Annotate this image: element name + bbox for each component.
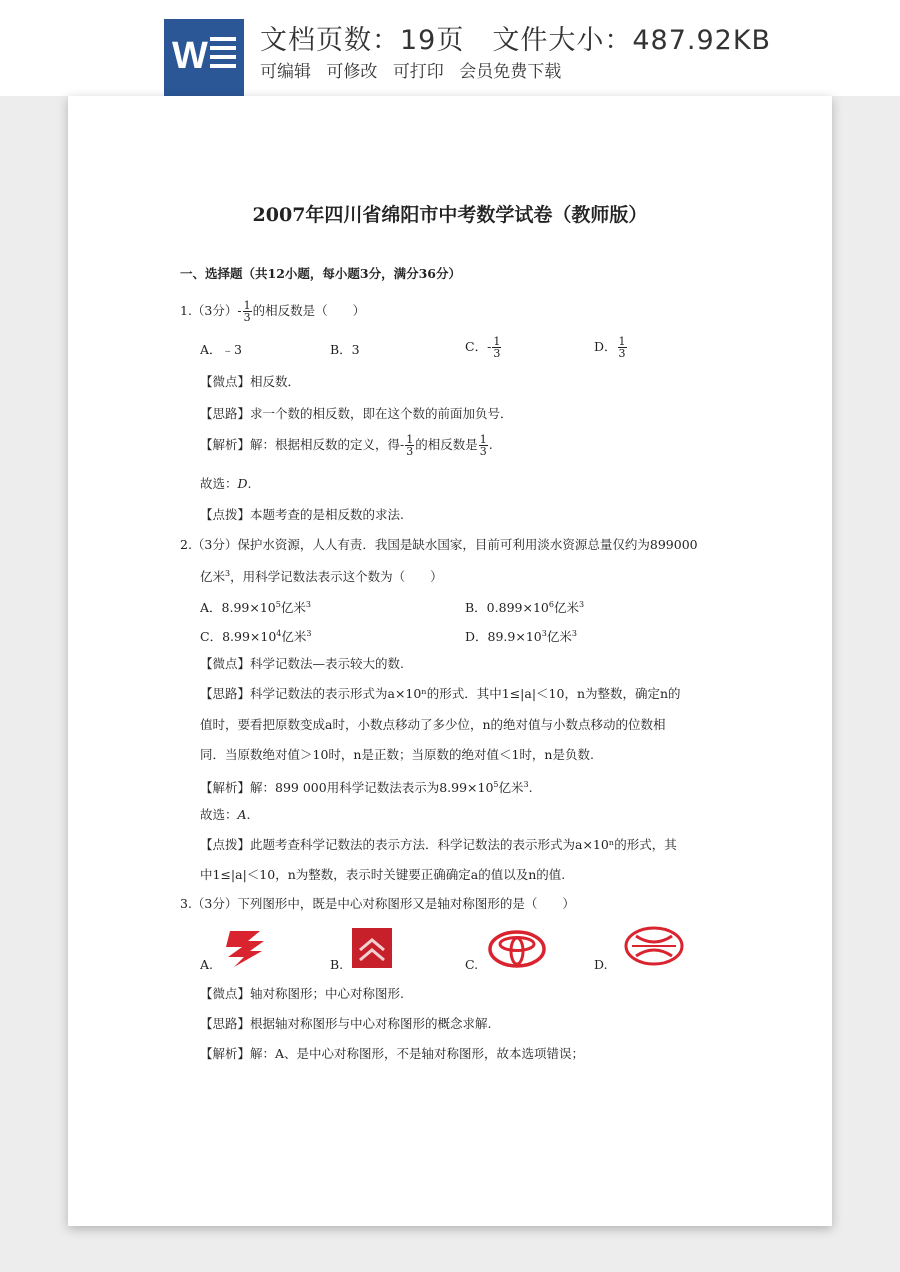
q1-idea: 【思路】求一个数的相反数，即在这个数的前面加负号． bbox=[200, 406, 513, 421]
q2-stem-line2: 亿米$^3$，用科学记数法表示这个数为（ ） bbox=[200, 569, 443, 585]
q1-option-a: A．﹣3 bbox=[200, 342, 242, 357]
q2-option-c: C．$8.99\times 10^4$亿米$^3$ bbox=[200, 629, 312, 645]
document-page bbox=[68, 96, 832, 1226]
q1-analysis: 【解析】解：根据相反数的定义，得- $\frac{1}{3}$ 的相反数是 $\frac{1}{3}$ . bbox=[200, 433, 493, 458]
q1-option-c: C．- $\frac{1}{3}$ bbox=[465, 335, 501, 360]
q1-fraction: $\frac{1}{3}$ bbox=[243, 299, 251, 324]
q2-idea-line1: 【思路】科学记数法的表示形式为a×10ⁿ的形式．其中1≤|a|＜10，n为整数，确定n的 bbox=[200, 686, 681, 701]
q3-point: 【微点】轴对称图形；中心对称图形. bbox=[200, 986, 404, 1001]
q1-choice: 故选：D. bbox=[200, 476, 252, 491]
citroen-logo-icon bbox=[352, 928, 392, 968]
q2-option-d: D．$89.9\times 10^3$亿米$^3$ bbox=[465, 629, 577, 645]
q1-point: 【微点】相反数． bbox=[200, 374, 301, 389]
q1-tip: 【点拨】本题考查的是相反数的求法. bbox=[200, 507, 404, 522]
q2-choice: 故选：A. bbox=[200, 807, 251, 822]
q3-option-c-label: C. bbox=[465, 957, 479, 972]
section-heading: 一、选择题（共12小题，每小题3分，满分36分） bbox=[180, 266, 461, 281]
q2-option-a: A．$8.99\times 10^5$亿米$^3$ bbox=[200, 600, 311, 616]
page-title: 2007年四川省绵阳市中考数学试卷（教师版） bbox=[252, 204, 648, 226]
feature-free-download: 会员免费下载 bbox=[459, 62, 562, 82]
feature-list bbox=[260, 57, 571, 82]
q2-analysis: 【解析】解：899 000用科学记数法表示为$8.99\times 10^5$亿米$^3$. bbox=[200, 780, 533, 796]
q2-point: 【微点】科学记数法—表示较大的数. bbox=[200, 656, 404, 671]
q2-tip-line2: 中1≤|a|＜10，n为整数，表示时关键要正确确定a的值以及n的值. bbox=[200, 867, 566, 882]
q3-option-b-label: B. bbox=[330, 957, 344, 972]
hino-logo-icon bbox=[624, 926, 684, 966]
q2-tip-line1: 【点拨】此题考查科学记数法的表示方法．科学记数法的表示形式为a×10ⁿ的形式，其 bbox=[200, 837, 677, 852]
toyota-logo-icon bbox=[488, 930, 546, 968]
q3-option-a-label: A. bbox=[200, 957, 214, 972]
q3-stem: 3.（3分）下列图形中，既是中心对称图形又是轴对称图形的是（ ） bbox=[180, 896, 575, 911]
suzuki-logo-icon bbox=[220, 929, 272, 969]
q2-option-b: B．$0.899\times 10^6$亿米$^3$ bbox=[465, 600, 585, 616]
page-count: 文档页数：19页 bbox=[260, 25, 465, 56]
q1-stem: 1.（3分）- $\frac{1}{3}$ 的相反数是（ ） bbox=[180, 299, 366, 324]
q2-idea-line3: 同．当原数绝对值＞10时，n是正数；当原数的绝对值＜1时，n是负数. bbox=[200, 747, 594, 762]
feature-editable: 可编辑 bbox=[260, 62, 311, 82]
q2-idea-line2: 值时，要看把原数变成a时，小数点移动了多少位，n的绝对值与小数点移动的位数相 bbox=[200, 717, 666, 732]
q1-option-d: D． $\frac{1}{3}$ bbox=[594, 335, 626, 360]
feature-modifiable: 可修改 bbox=[326, 62, 378, 82]
file-size: 文件大小：487.92KB bbox=[492, 25, 772, 56]
file-info bbox=[260, 18, 771, 57]
q3-analysis: 【解析】解：A、是中心对称图形，不是轴对称图形，故本选项错误； bbox=[200, 1046, 585, 1061]
q2-stem-line1: 2.（3分）保护水资源，人人有责．我国是缺水国家，目前可利用淡水资源总量仅约为899000 bbox=[180, 537, 698, 552]
feature-printable: 可打印 bbox=[392, 62, 444, 82]
q3-option-d-label: D. bbox=[594, 957, 608, 972]
download-banner bbox=[0, 0, 900, 96]
q3-idea: 【思路】根据轴对称图形与中心对称图形的概念求解. bbox=[200, 1016, 492, 1031]
q1-option-b: B．3 bbox=[330, 342, 360, 357]
word-document-icon: W bbox=[164, 19, 244, 96]
